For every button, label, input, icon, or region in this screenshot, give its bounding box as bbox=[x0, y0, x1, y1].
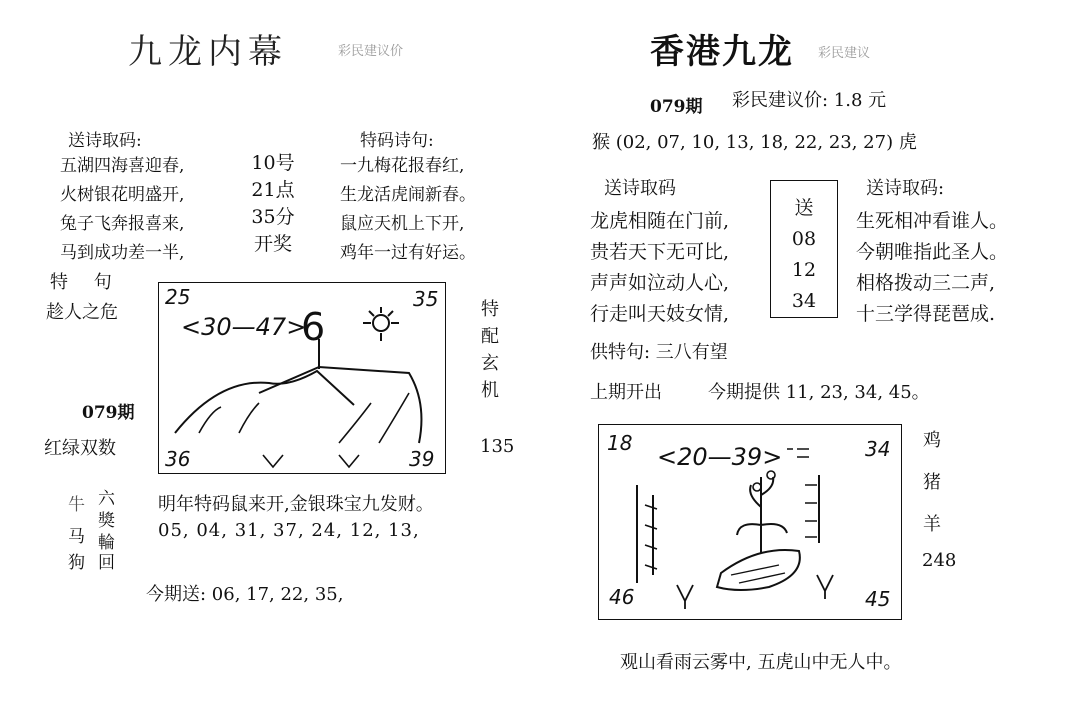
right-footer: 观山看雨云雾中, 五虎山中无人中。 bbox=[620, 652, 902, 673]
left-chart-digit: 6 bbox=[301, 305, 326, 349]
side-char: 鸡 bbox=[923, 430, 941, 451]
side-char: 机 bbox=[481, 380, 499, 401]
right-corner-tr: 34 bbox=[865, 437, 891, 461]
provide-line: 今期提供 11, 23, 34, 45。 bbox=[708, 382, 930, 403]
side-char: 玄 bbox=[481, 353, 499, 374]
special-line: 鸡年一过有好运。 bbox=[340, 243, 476, 263]
send-box bbox=[770, 180, 838, 318]
left-poem bbox=[60, 152, 184, 268]
right-poem-line: 贵若天下无可比, bbox=[590, 241, 730, 263]
right-poem-heading-left: 送诗取码 bbox=[604, 178, 676, 199]
right-corner-br: 45 bbox=[865, 587, 891, 611]
special-line: 鼠应天机上下开, bbox=[340, 214, 465, 234]
left-poem-line: 五湖四海喜迎春, bbox=[60, 156, 185, 176]
left-title-sub: 彩民建议价 bbox=[338, 44, 404, 59]
left-corner-tl: 25 bbox=[165, 285, 191, 309]
left-poem-line: 火树银花明盛开, bbox=[60, 185, 185, 205]
special-line: 一九梅花报春红, bbox=[340, 156, 465, 176]
left-issue: 079期 bbox=[82, 403, 135, 423]
hongl-text: 红绿双数 bbox=[44, 438, 116, 459]
cycle-char: 回 bbox=[98, 553, 115, 573]
left-side-number: 135 bbox=[480, 436, 515, 457]
left-bottom-line1: 明年特码鼠来开,金银珠宝九发财。 bbox=[158, 494, 434, 515]
right-corner-bl: 46 bbox=[609, 585, 635, 609]
draw-time-line: 10号 bbox=[251, 152, 295, 174]
left-poem-line: 马到成功差一半, bbox=[60, 243, 185, 263]
left-poem-heading: 送诗取码: bbox=[68, 131, 142, 151]
side-char: 羊 bbox=[923, 514, 941, 535]
right-poem-line: 十三学得琵琶成. bbox=[856, 303, 996, 325]
left-corner-br: 39 bbox=[409, 447, 435, 471]
left-send-line: 今期送: 06, 17, 22, 35, bbox=[146, 584, 344, 605]
monkey-tiger-line: 猴 (02, 07, 10, 13, 18, 22, 23, 27) 虎 bbox=[592, 132, 917, 153]
send-box-item: 送 bbox=[794, 197, 814, 219]
right-chart-range: <20—39> bbox=[657, 443, 783, 471]
right-poem-line: 相格拨动三二声, bbox=[856, 272, 996, 294]
cycle-char: 六 bbox=[98, 489, 115, 509]
draw-time-line: 21点 bbox=[251, 179, 295, 201]
send-box-item: 08 bbox=[791, 228, 817, 250]
left-chart bbox=[158, 282, 446, 474]
left-poem-line: 兔子飞奔报喜来, bbox=[60, 214, 185, 234]
draw-time bbox=[244, 150, 302, 258]
right-poem-right bbox=[856, 206, 1008, 330]
tejv-text: 趁人之危 bbox=[46, 302, 118, 323]
cycle-char: 獎 bbox=[98, 511, 115, 531]
right-side-vertical bbox=[920, 420, 944, 546]
last-open-label: 上期开出 bbox=[590, 382, 662, 403]
right-side-number: 248 bbox=[922, 550, 957, 571]
left-bottom-line2: 05, 04, 31, 37, 24, 12, 13, bbox=[158, 520, 420, 541]
left-side-vertical bbox=[478, 296, 502, 404]
right-poem-line: 龙虎相随在门前, bbox=[590, 210, 730, 232]
left-chart-range: <30—47> bbox=[181, 313, 307, 341]
send-box-item: 12 bbox=[791, 259, 817, 281]
right-chart bbox=[598, 424, 902, 620]
right-poem-heading-right: 送诗取码: bbox=[866, 178, 945, 199]
side-char: 配 bbox=[481, 326, 499, 347]
cycle-char: 狗 bbox=[68, 553, 85, 573]
right-issue: 079期 bbox=[650, 97, 703, 117]
left-corner-bl: 36 bbox=[165, 447, 191, 471]
side-char: 特 bbox=[481, 299, 499, 320]
right-corner-tl: 18 bbox=[607, 431, 633, 455]
left-title: 九龙内幕 bbox=[128, 32, 288, 72]
right-title-sub: 彩民建议 bbox=[818, 46, 871, 61]
right-poem-line: 今朝唯指此圣人。 bbox=[856, 241, 1009, 263]
right-poem-line: 声声如泣动人心, bbox=[590, 272, 730, 294]
special-phrase: 供特句: 三八有望 bbox=[590, 342, 728, 363]
cycle-char: 马 bbox=[68, 527, 85, 547]
right-poem-line: 生死相冲看谁人。 bbox=[856, 210, 1009, 232]
special-line: 生龙活虎闹新春。 bbox=[340, 185, 476, 205]
right-title: 香港九龙 bbox=[650, 32, 794, 72]
draw-time-line: 35分 bbox=[251, 206, 295, 228]
cycle-char: 牛 bbox=[68, 495, 85, 515]
side-char: 猪 bbox=[923, 472, 941, 493]
send-box-content bbox=[771, 193, 837, 317]
draw-time-line: 开奖 bbox=[253, 233, 292, 255]
left-corner-tr: 35 bbox=[413, 287, 439, 311]
right-poem-line: 行走叫天妓女情, bbox=[590, 303, 730, 325]
cycle-char: 輪 bbox=[98, 533, 115, 553]
left-special-heading: 特码诗句: bbox=[360, 131, 434, 151]
right-price: 彩民建议价: 1.8 元 bbox=[732, 90, 887, 111]
tejv-label: 特 句 bbox=[50, 272, 122, 293]
right-poem-left bbox=[590, 206, 729, 330]
send-box-item: 34 bbox=[791, 290, 817, 312]
left-special-poem bbox=[340, 152, 476, 268]
